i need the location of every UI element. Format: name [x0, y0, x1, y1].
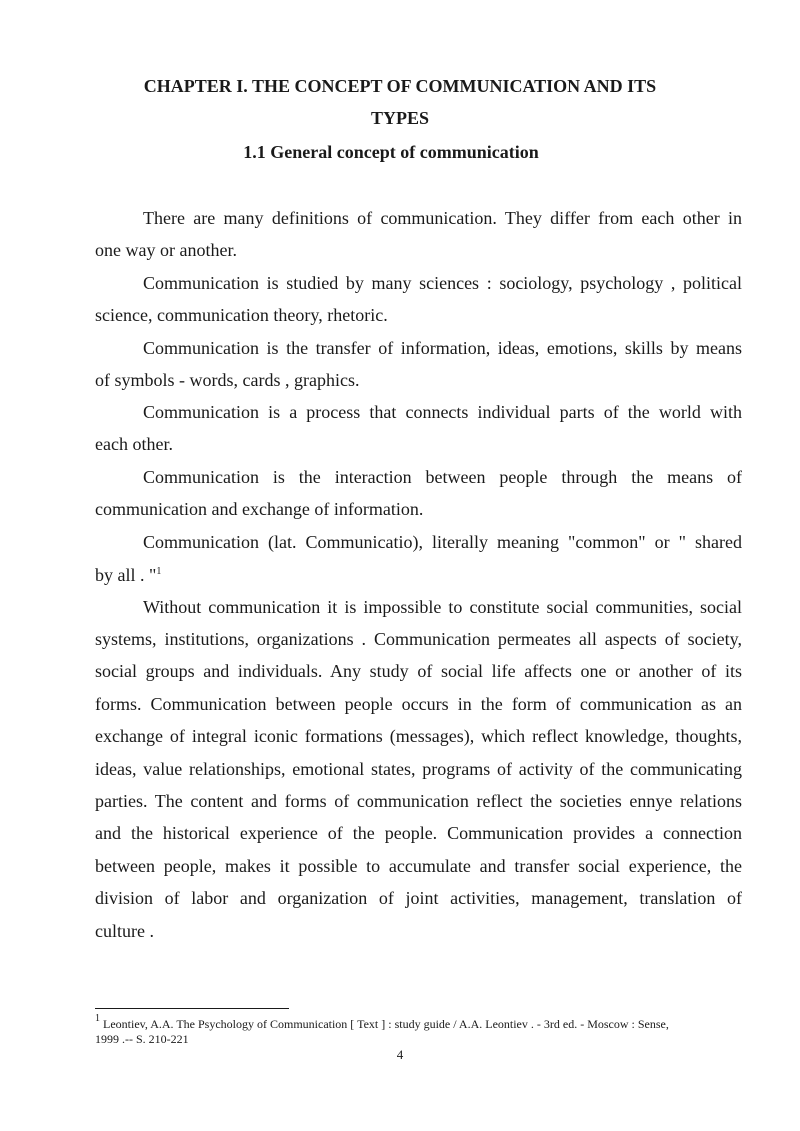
paragraph-line: ideas, value relationships, emotional states, programs of activity of the communicating: [95, 759, 742, 779]
paragraph-line: each other.: [95, 434, 173, 454]
paragraph-line: There are many definitions of communication. They differ from each other in: [143, 208, 742, 228]
paragraph-line: exchange of integral iconic formations (messages), which reflect knowledge, thoughts,: [95, 726, 742, 746]
paragraph-line: science, communication theory, rhetoric.: [95, 305, 388, 325]
paragraph-line: social groups and individuals. Any study of social life affects one or another of its: [95, 661, 742, 681]
paragraph-line: Communication is the transfer of information, ideas, emotions, skills by means: [143, 338, 742, 358]
paragraph-line: Communication is studied by many sciences : sociology, psychology , political: [143, 273, 742, 293]
paragraph-line: division of labor and organization of joint activities, management, translation of: [95, 888, 742, 908]
paragraph-line: culture .: [95, 921, 154, 941]
paragraph-line: of symbols - words, cards , graphics.: [95, 370, 360, 390]
footnote-text: $^1$ Leontiev, A.A. The Psychology of Communication [ Text ] : study guide / A.A. Leontiev . - 3rd ed. - Moscow : Sense,: [95, 1013, 669, 1031]
paragraph-line: parties. The content and forms of communication reflect the societies ennye relations: [95, 791, 742, 811]
paragraph-line: Without communication it is impossible to constitute social communities, social: [143, 597, 742, 617]
footnote-marker: 1: [95, 1013, 100, 1024]
footnote-text-continued: 1999 .-- S. 210-221: [95, 1032, 189, 1046]
section-title: 1.1 General concept of communication: [243, 142, 539, 162]
paragraph-line: Communication is a process that connects individual parts of the world with: [143, 402, 742, 422]
paragraph-line: forms. Communication between people occurs in the form of communication as an: [95, 694, 742, 714]
paragraph-line: one way or another.: [95, 240, 237, 260]
paragraph-line: communication and exchange of information.: [95, 499, 424, 519]
footnote-reference[interactable]: 1: [156, 566, 162, 577]
paragraph-line: between people, makes it possible to accumulate and transfer social experience, the: [95, 856, 742, 876]
chapter-title: CHAPTER I. THE CONCEPT OF COMMUNICATION AND ITS: [143, 76, 657, 96]
chapter-title-continued: TYPES: [370, 108, 430, 128]
paragraph-line: Communication is the interaction between people through the means of: [143, 467, 742, 487]
paragraph-line: Communication (lat. Communicatio), literally meaning "common" or " shared: [143, 532, 742, 552]
paragraph-line: and the historical experience of the people. Communication provides a connection: [95, 823, 742, 843]
page-number: 4: [396, 1047, 404, 1062]
paragraph-line: systems, institutions, organizations . Communication permeates all aspects of society,: [95, 629, 742, 649]
paragraph-line: by all . "$^1$: [95, 565, 162, 585]
footnote-separator: [95, 1008, 289, 1009]
